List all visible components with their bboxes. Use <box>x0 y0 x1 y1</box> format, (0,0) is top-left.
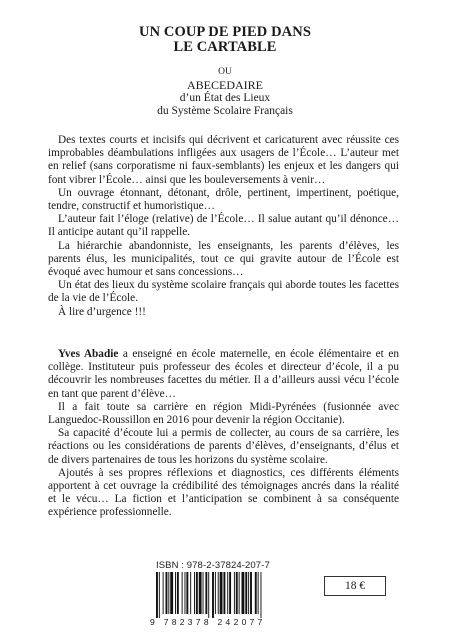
author-name: Yves Abadie <box>58 348 119 360</box>
subtitle-line-1: ABECEDAIRE <box>187 78 263 92</box>
barcode-bar <box>163 572 164 614</box>
barcode-bar <box>239 572 240 614</box>
barcode-bar <box>199 572 202 614</box>
blurb-paragraph: Des textes courts et incisifs qui décrivent et caricaturent avec réussite ces improbables déambulations infligées aux usagers de l’École… L’auteur met en relief (sans corporatisme ni faux-semblants) les enjeux et les dangers qui font vibrer l’École… ainsi que les bouleversements à venir… <box>48 134 399 186</box>
blurb-paragraph: Un état des lieux du système scolaire français qui aborde toutes les facettes de la vie de l’École. <box>48 279 399 305</box>
barcode-bar <box>227 572 228 614</box>
blurb <box>48 134 399 319</box>
barcode-bar <box>218 572 219 614</box>
barcode-bar <box>261 572 262 618</box>
barcode-number: 9 782378 242077 <box>150 617 266 627</box>
barcode <box>150 572 300 618</box>
barcode-bar <box>215 572 216 614</box>
barcode-bar <box>250 572 252 614</box>
subtitle <box>0 79 450 118</box>
bio-first-text: a enseigné en école maternelle, en école élémentaire et en collège. Instituteur puis professeur des écoles et directeur d’école, il a pu découvrir les nombreuses facettes du métier. Il a d’ailleurs aussi vécu l’école en tant que parent d’élève… <box>48 348 399 400</box>
title-line-2: LE CARTABLE <box>173 39 277 55</box>
blurb-paragraph: Un ouvrage étonnant, détonant, drôle, pertinent, impertinent, poétique, tendre, constructif et humoristique… <box>48 186 399 213</box>
barcode-bar <box>242 572 245 614</box>
barcode-bar <box>185 572 186 614</box>
barcode-bar <box>229 572 231 614</box>
bio-paragraph: Sa capacité d’écoute lui a permis de collecter, au cours de sa carrière, les réactions ou les considérations de parents d’élèves, d’enseignants, d’élus et de divers partenaires de tous les horizons du système scolaire. <box>48 427 399 466</box>
barcode-bar <box>156 572 158 618</box>
price-box: 18 € <box>324 576 386 596</box>
barcode-bar <box>255 572 257 614</box>
barcode-bar <box>234 572 235 614</box>
subtitle-line-3: du Système Scolaire Français <box>157 105 293 117</box>
barcode-bar <box>186 572 188 614</box>
barcode-bar <box>190 572 191 614</box>
barcode-bar <box>170 572 173 614</box>
or-separator: OU <box>218 67 232 77</box>
barcode-bar <box>205 572 207 614</box>
blurb-paragraph: À lire d’urgence !!! <box>58 305 146 318</box>
barcode-bar <box>196 572 198 614</box>
barcode-bar <box>159 572 160 618</box>
blurb-paragraph: La hiérarchie abandonniste, les enseignants, les parents d’élèves, les parents élus, les municipalités, tout ce qui gravite autour de l’École est évoqué avec humour et sans concessions… <box>48 239 399 279</box>
bio-paragraph: Ajoutés à ses propres réflexions et diagnostics, ces différents éléments apportent à cet ouvrage la crédibilité des témoignages ancrés dans la réalité et le vécu… La fiction et l’anticipation se combinent à sa conséquente expérience professionnelle. <box>48 466 399 519</box>
blurb-paragraph: L’auteur fait l’éloge (relative) de l’École… Il salue autant qu’il dénonce… Il anticipe autant qu’il rappelle. <box>48 213 399 239</box>
barcode-bar <box>220 572 223 614</box>
barcode-bar <box>258 572 259 614</box>
author-bio <box>48 348 399 520</box>
barcode-bar <box>175 572 176 614</box>
barcode-bar <box>177 572 179 614</box>
barcode-bar <box>245 572 247 614</box>
barcode-bar <box>236 572 238 614</box>
bio-paragraph: Il a fait toute sa carrière en région Midi-Pyrénées (fusionnée avec Languedoc-Roussillon en 2016 pour devenir la région Occitanie). <box>48 400 399 427</box>
barcode-bar <box>203 572 204 614</box>
barcode-bar <box>208 572 209 618</box>
subtitle-line-2: d’un État des Lieux <box>179 92 271 104</box>
barcode-bar <box>182 572 183 614</box>
barcode-bar <box>194 572 195 614</box>
bio-paragraph <box>48 348 399 401</box>
barcode-bar <box>212 572 214 618</box>
isbn-label: ISBN : 978-2-37824-207-7 <box>156 560 270 571</box>
barcode-bar <box>223 572 225 614</box>
book-title <box>0 25 450 55</box>
barcode-bar <box>248 572 249 614</box>
title-line-1: UN COUP DE PIED DANS <box>139 24 311 40</box>
barcode-bar <box>168 572 169 614</box>
barcode-bar <box>166 572 168 614</box>
